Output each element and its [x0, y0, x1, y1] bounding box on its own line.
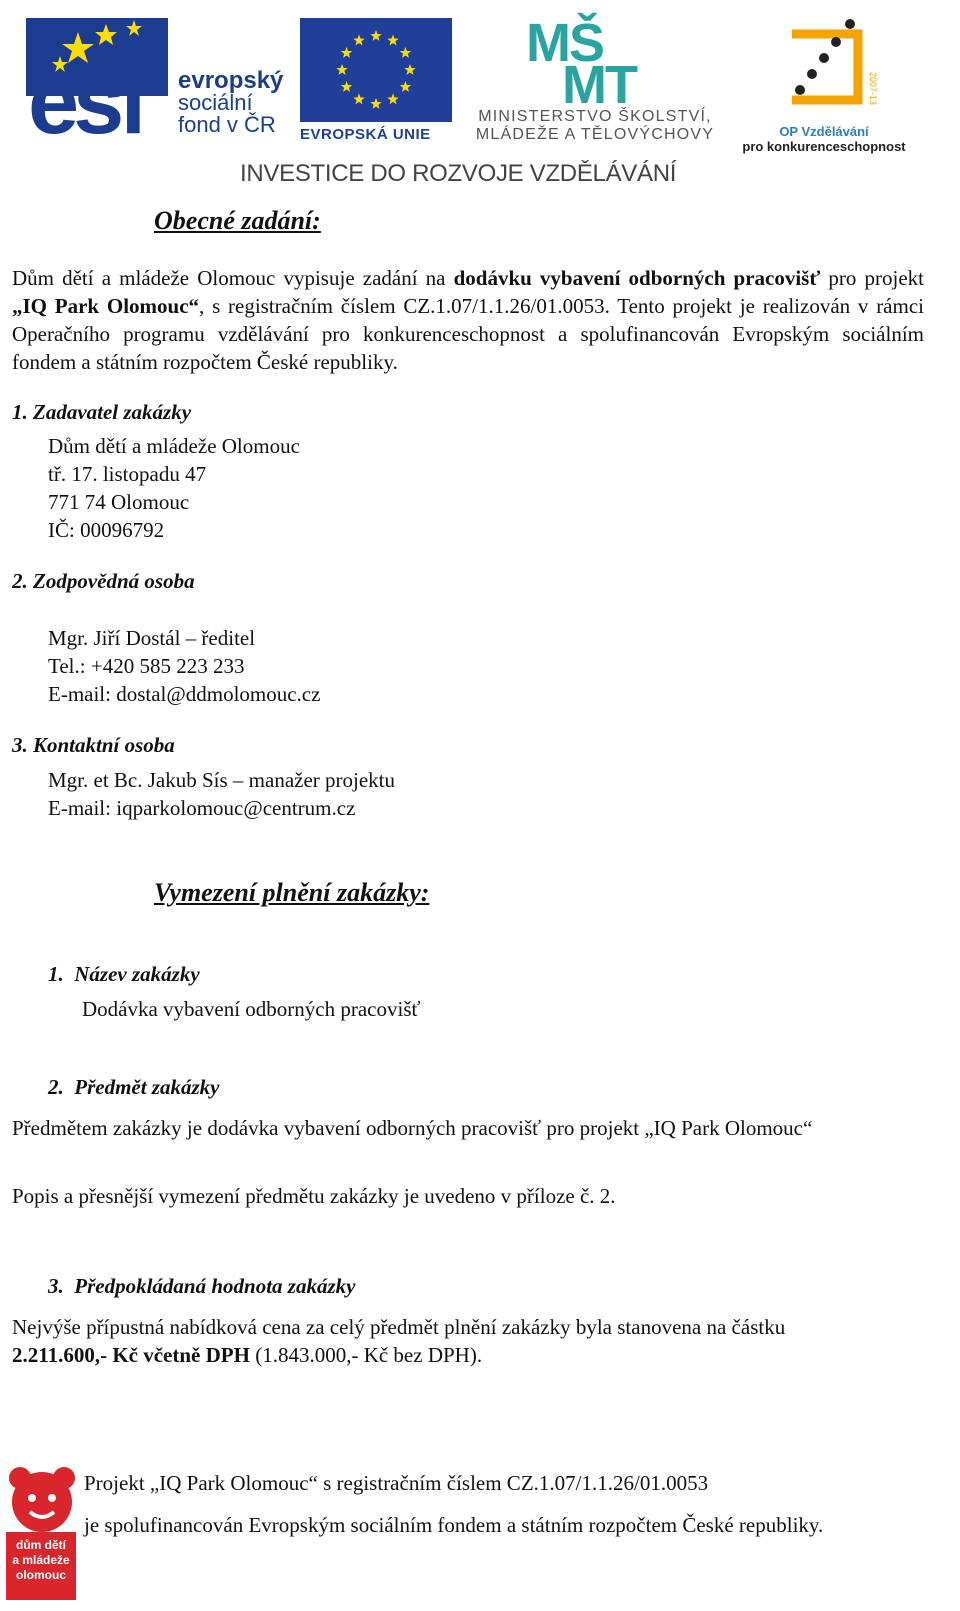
value-text: Nejvýše přípustná nabídková cena za celý předmět plnění zakázky byla stanovena na částku: [12, 1315, 786, 1339]
msmt-letters-bottom: MT: [562, 55, 636, 115]
svg-text:2007-13: 2007-13: [868, 72, 878, 106]
ddm-logo: [6, 1462, 78, 1602]
eu-stars-icon: [300, 18, 452, 122]
contact-line: Mgr. et Bc. Jakub Sís – manažer projektu: [48, 768, 396, 792]
name-value: Dodávka vybavení odborných pracovišť: [82, 997, 421, 1021]
subject-heading: 2. Předmět zakázky: [48, 1075, 220, 1099]
eu-star: [341, 47, 353, 58]
eu-star: [400, 47, 412, 58]
esf-letters: esf: [28, 51, 143, 153]
responsible-email: E-mail: dostal@ddmolomouc.cz: [48, 682, 321, 706]
contact-heading: 3. Kontaktní osoba: [12, 733, 175, 757]
eu-star: [404, 64, 415, 75]
scope-title: Vymezení plnění zakázky:: [154, 878, 430, 907]
subject-text: Předmětem zakázky je dodávka vybavení odborných pracovišť pro projekt „IQ Park Olomouc“: [12, 1116, 813, 1140]
responsible-line: Tel.: +420 585 223 233: [48, 654, 245, 678]
contracting-heading: 1. Zadavatel zakázky: [12, 400, 192, 424]
esf-logo: [26, 18, 288, 153]
eu-star: [400, 81, 412, 92]
op-logo: [736, 12, 912, 152]
eu-star: [353, 93, 364, 104]
responsible-line: Mgr. Jiří Dostál – ředitel: [48, 626, 256, 650]
contracting-block: [48, 432, 300, 544]
contracting-line: 771 74 Olomouc: [48, 490, 190, 514]
ddm-text: dům dětí a mládeže olomouc: [12, 1538, 70, 1582]
value-heading: 3. Předpokládaná hodnota zakázky: [48, 1274, 356, 1298]
eu-flag: [300, 18, 452, 122]
footer-line-2: je spolufinancován Evropským sociálním fondem a státním rozpočtem České republiky.: [84, 1513, 824, 1537]
eu-star: [336, 64, 347, 75]
general-title: Obecné zadání:: [154, 206, 321, 235]
contracting-line: IČ: 00096792: [48, 518, 165, 542]
msmt-letters-top: MŠ: [526, 13, 603, 73]
eu-star: [370, 98, 381, 109]
responsible-heading: 2. Zodpovědná osoba: [12, 569, 195, 593]
esf-text: evropský sociální fond v ČR: [178, 67, 284, 137]
eu-star: [341, 81, 353, 92]
subject-note: Popis a přesnější vymezení předmětu zakázky je uvedeno v příloze č. 2.: [12, 1184, 616, 1208]
bear-face-icon: [6, 1462, 78, 1534]
eu-star: [353, 35, 364, 46]
responsible-block: [48, 624, 320, 708]
op-mark-icon: [770, 12, 880, 122]
eu-star: [370, 30, 381, 41]
tagline: INVESTICE DO ROZVOJE VZDĚLÁVÁNÍ: [240, 160, 677, 187]
value-amount: 2.211.600,- Kč včetně DPH (1.843.000,- Kč bez DPH).: [12, 1343, 483, 1367]
name-heading: 1. Název zakázky: [48, 962, 200, 986]
msmt-logo: [464, 14, 726, 149]
contracting-line: tř. 17. listopadu 47: [48, 462, 207, 486]
contracting-line: Dům dětí a mládeže Olomouc: [48, 434, 300, 458]
msmt-text: MINISTERSTVO ŠKOLSTVÍ, MLÁDEŽE A TĚLOVÝCHOVY: [475, 108, 715, 143]
footer-line-1: Projekt „IQ Park Olomouc“ s registračním číslem CZ.1.07/1.1.26/01.0053: [84, 1471, 709, 1495]
eu-logo: [300, 18, 454, 143]
contact-email: E-mail: iqparkolomouc@centrum.cz: [48, 796, 356, 820]
eu-star: [387, 93, 398, 104]
general-intro: Dům dětí a mládeže Olomouc vypisuje zadání na dodávku vybavení odborných pracovišť pro projekt „IQ Park Olomouc“, s registračním číslem CZ.1.07/1.1.26/01.0053. Tento projekt je realizován v rámci Operačního programu vzdělávání pro konkurenceschopnost a spolufinancován Evropským sociálním fondem a státním rozpočtem České republiky.: [12, 266, 924, 374]
op-text: OP Vzdělávání pro konkurenceschopnost: [742, 124, 906, 154]
eu-label: EVROPSKÁ UNIE: [300, 126, 431, 143]
contact-block: [48, 766, 395, 822]
eu-star: [387, 35, 398, 46]
